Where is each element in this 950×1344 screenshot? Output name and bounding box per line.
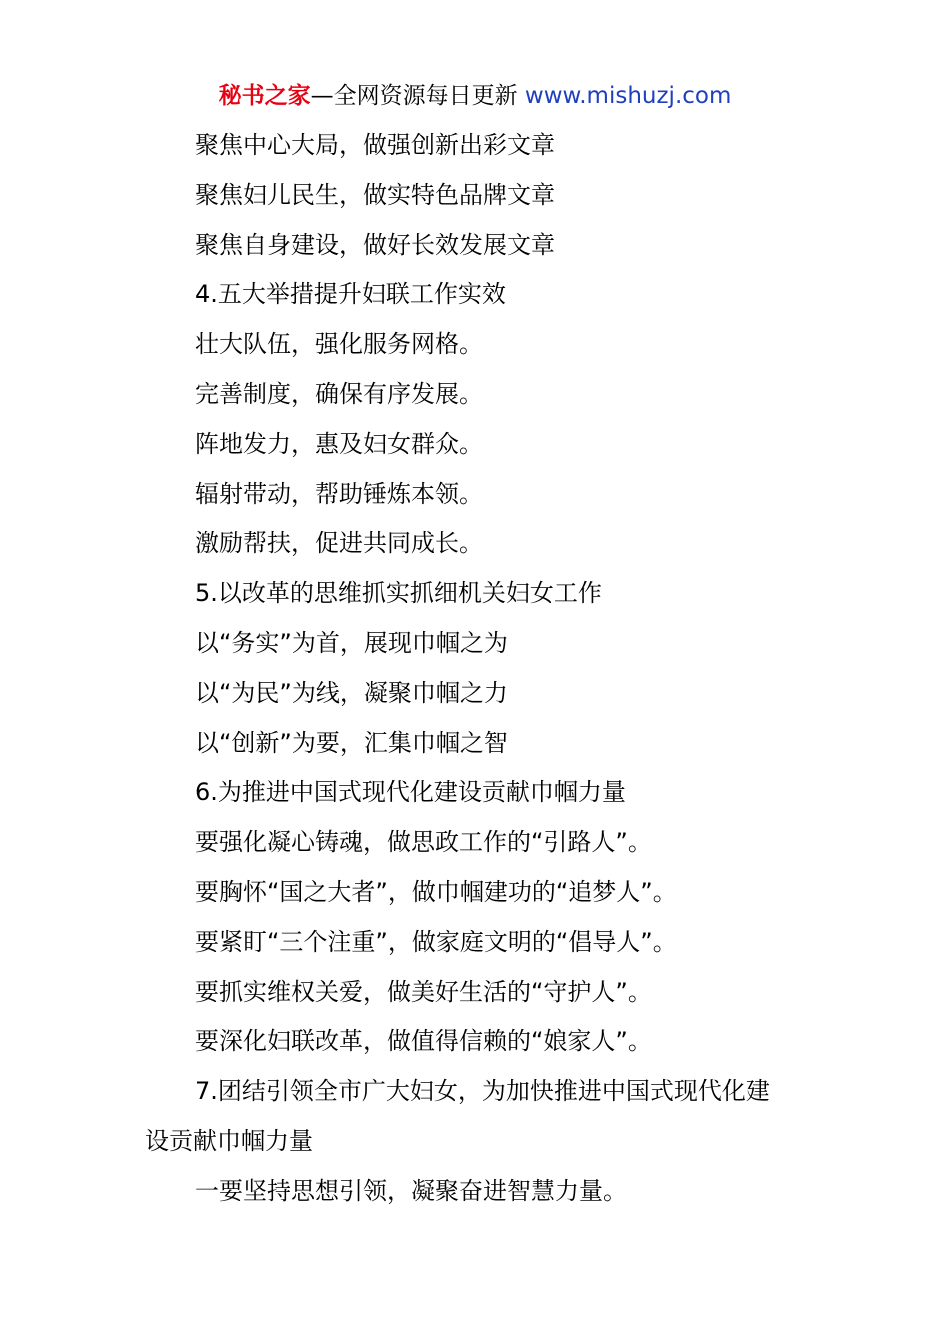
paragraph-line: 激励帮扶，促进共同成长。 xyxy=(195,529,483,558)
paragraph-line: 一要坚持思想引领，凝聚奋进智慧力量。 xyxy=(195,1176,627,1205)
paragraph-line: 辐射带动，帮助锤炼本领。 xyxy=(195,479,483,508)
paragraph-line: 以“为民”为线，凝聚巾帼之力 xyxy=(195,678,508,707)
paragraph-line: 要抓实维权关爱，做美好生活的“守护人”。 xyxy=(195,977,652,1006)
paragraph-line: 要深化妇联改革，做值得信赖的“娘家人”。 xyxy=(195,1027,652,1056)
section-heading: 4.五大举措提升妇联工作实效 xyxy=(195,280,506,309)
paragraph-line: 聚焦中心大局，做强创新出彩文章 xyxy=(195,131,555,159)
section-heading: 7.团结引领全市广大妇女，为加快推进中国式现代化建 xyxy=(195,1077,770,1106)
site-brand: 秘书之家 xyxy=(218,83,311,109)
site-tagline: —全网资源每日更新 xyxy=(310,83,518,109)
paragraph-line: 完善制度，确保有序发展。 xyxy=(195,379,483,408)
paragraph-line: 以“创新”为要，汇集巾帼之智 xyxy=(195,728,508,757)
paragraph-line: 要紧盯“三个注重”，做家庭文明的“倡导人”。 xyxy=(195,927,677,956)
section-heading: 5.以改革的思维抓实抓细机关妇女工作 xyxy=(195,579,602,608)
paragraph-line: 以“务实”为首，展现巾帼之为 xyxy=(195,628,508,657)
paragraph-line: 聚焦自身建设，做好长效发展文章 xyxy=(195,230,555,259)
section-heading-continuation: 设贡献巾帼力量 xyxy=(145,1126,313,1155)
section-heading: 6.为推进中国式现代化建设贡献巾帼力量 xyxy=(195,778,626,807)
site-url-link[interactable]: www.mishuzj.com xyxy=(524,83,732,109)
paragraph-line: 要胸怀“国之大者”，做巾帼建功的“追梦人”。 xyxy=(195,877,677,906)
paragraph-line: 聚焦妇儿民生，做实特色品牌文章 xyxy=(195,180,555,209)
paragraph-line: 阵地发力，惠及妇女群众。 xyxy=(195,429,483,458)
paragraph-line: 壮大队伍，强化服务网格。 xyxy=(195,330,483,359)
site-header xyxy=(0,80,950,112)
paragraph-line: 要强化凝心铸魂，做思政工作的“引路人”。 xyxy=(195,828,652,857)
document-body xyxy=(145,121,815,1217)
